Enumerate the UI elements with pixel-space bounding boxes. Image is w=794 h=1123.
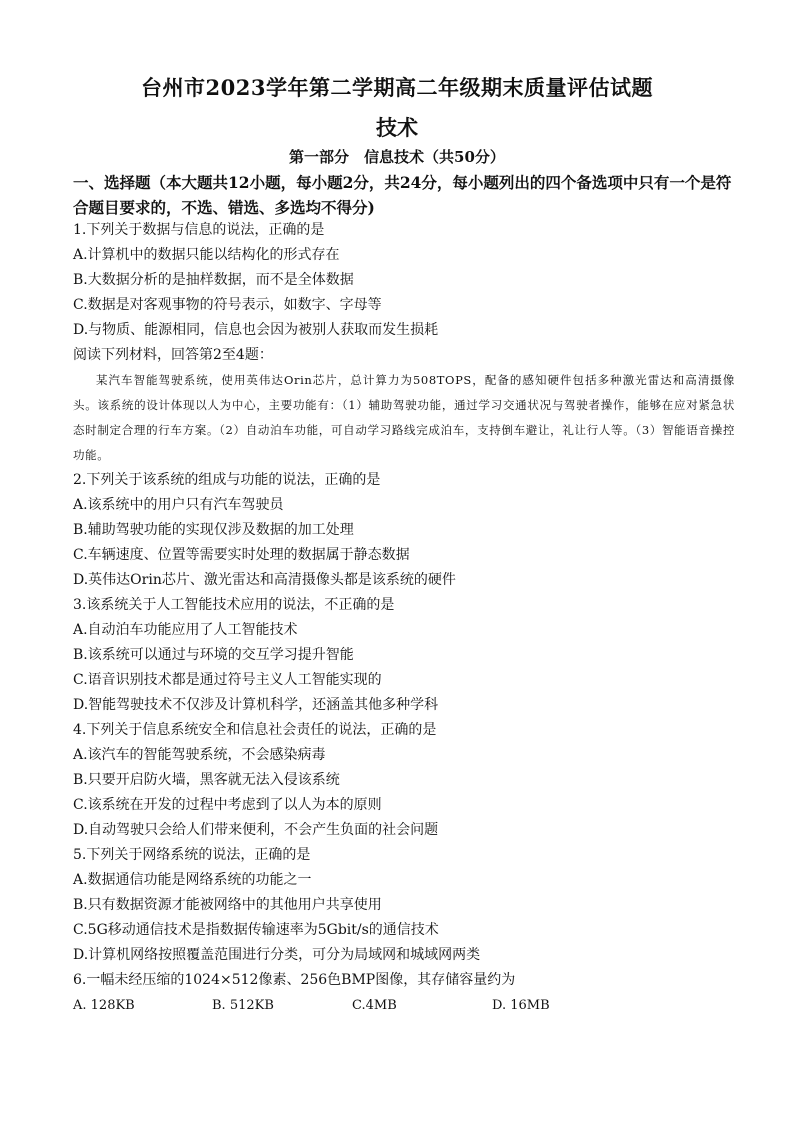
question-1-option-b: B.大数据分析的是抽样数据，而不是全体数据 — [73, 272, 354, 288]
question-5-option-b: B.只有数据资源才能被网络中的其他用户共享使用 — [73, 897, 382, 913]
question-1-stem: 1.下列关于数据与信息的说法，正确的是 — [73, 222, 325, 238]
reading-intro: 阅读下列材料，回答第2至4题： — [73, 347, 273, 363]
exam-title: 台州市2023学年第二学期高二年级期末质量评估试题 — [141, 75, 653, 100]
section-heading: 一、选择题（本大题共12小题，每小题2分，共24分，每小题列出的四个备选项中只有一个是符合题目要求的，不选、错选、多选均不得分) — [73, 173, 732, 217]
question-3-stem: 3.该系统关于人工智能技术应用的说法，不正确的是 — [73, 597, 395, 613]
question-2-option-c: C.车辆速度、位置等需要实时处理的数据属于静态数据 — [73, 547, 410, 563]
question-2-option-a: A.该系统中的用户只有汽车驾驶员 — [73, 497, 284, 513]
question-4-option-a: A.该汽车的智能驾驶系统，不会感染病毒 — [73, 747, 326, 763]
question-1-option-d: D.与物质、能源相同，信息也会因为被别人获取而发生损耗 — [73, 322, 439, 338]
question-4-option-c: C.该系统在开发的过程中考虑到了以人为本的原则 — [73, 797, 382, 813]
subject-title: 技术 — [376, 115, 418, 140]
question-1-option-c: C.数据是对客观事物的符号表示，如数字、字母等 — [73, 297, 382, 313]
question-6-option-d: D. 16MB — [492, 998, 550, 1013]
question-4-option-d: D.自动驾驶只会给人们带来便利，不会产生负面的社会问题 — [73, 822, 439, 838]
question-2-stem: 2.下列关于该系统的组成与功能的说法，正确的是 — [73, 472, 381, 488]
part-heading: 第一部分 信息技术（共50分） — [289, 148, 505, 166]
question-5-stem: 5.下列关于网络系统的说法，正确的是 — [73, 847, 311, 863]
question-5-option-d: D.计算机网络按照覆盖范围进行分类，可分为局域网和城域网两类 — [73, 947, 481, 963]
question-6-option-c: C.4MB — [352, 998, 397, 1013]
question-2-option-b: B.辅助驾驶功能的实现仅涉及数据的加工处理 — [73, 522, 354, 538]
question-3-option-c: C.语音识别技术都是通过符号主义人工智能实现的 — [73, 672, 382, 688]
question-5-option-c: C.5G移动通信技术是指数据传输速率为5Gbit/s的通信技术 — [73, 922, 439, 938]
question-4-option-b: B.只要开启防火墙，黑客就无法入侵该系统 — [73, 772, 340, 788]
question-6-option-b: B. 512KB — [212, 998, 274, 1013]
question-5-option-a: A.数据通信功能是网络系统的功能之一 — [73, 872, 312, 888]
question-3-option-d: D.智能驾驶技术不仅涉及计算机科学，还涵盖其他多种学科 — [73, 697, 439, 713]
question-1-option-a: A.计算机中的数据只能以结构化的形式存在 — [73, 247, 340, 263]
question-3-option-b: B.该系统可以通过与环境的交互学习提升智能 — [73, 647, 354, 663]
question-4-stem: 4.下列关于信息系统安全和信息社会责任的说法，正确的是 — [73, 722, 437, 738]
question-2-option-d: D.英伟达Orin芯片、激光雷达和高清摄像头都是该系统的硬件 — [73, 572, 456, 588]
reading-material: 某汽车智能驾驶系统，使用英伟达Orin芯片，总计算力为508TOPS，配备的感知硬件包括多种激光雷达和高清摄像头。该系统的设计体现以人为中心，主要功能有：（1）辅助驾驶功能，通过学习交通状况与驾驶者操作，能够在应对紧急状态时制定合理的行车方案。（2）自动泊车功能，可自动学习路线完成泊车，支持倒车避让，礼让行人等。（3）智能语音操控功能。 — [73, 373, 735, 462]
question-3-option-a: A.自动泊车功能应用了人工智能技术 — [73, 622, 298, 638]
question-6-option-a: A. 128KB — [73, 998, 135, 1013]
question-6-stem: 6.一幅未经压缩的1024×512像素、256色BMP图像，其存储容量约为 — [73, 972, 516, 988]
